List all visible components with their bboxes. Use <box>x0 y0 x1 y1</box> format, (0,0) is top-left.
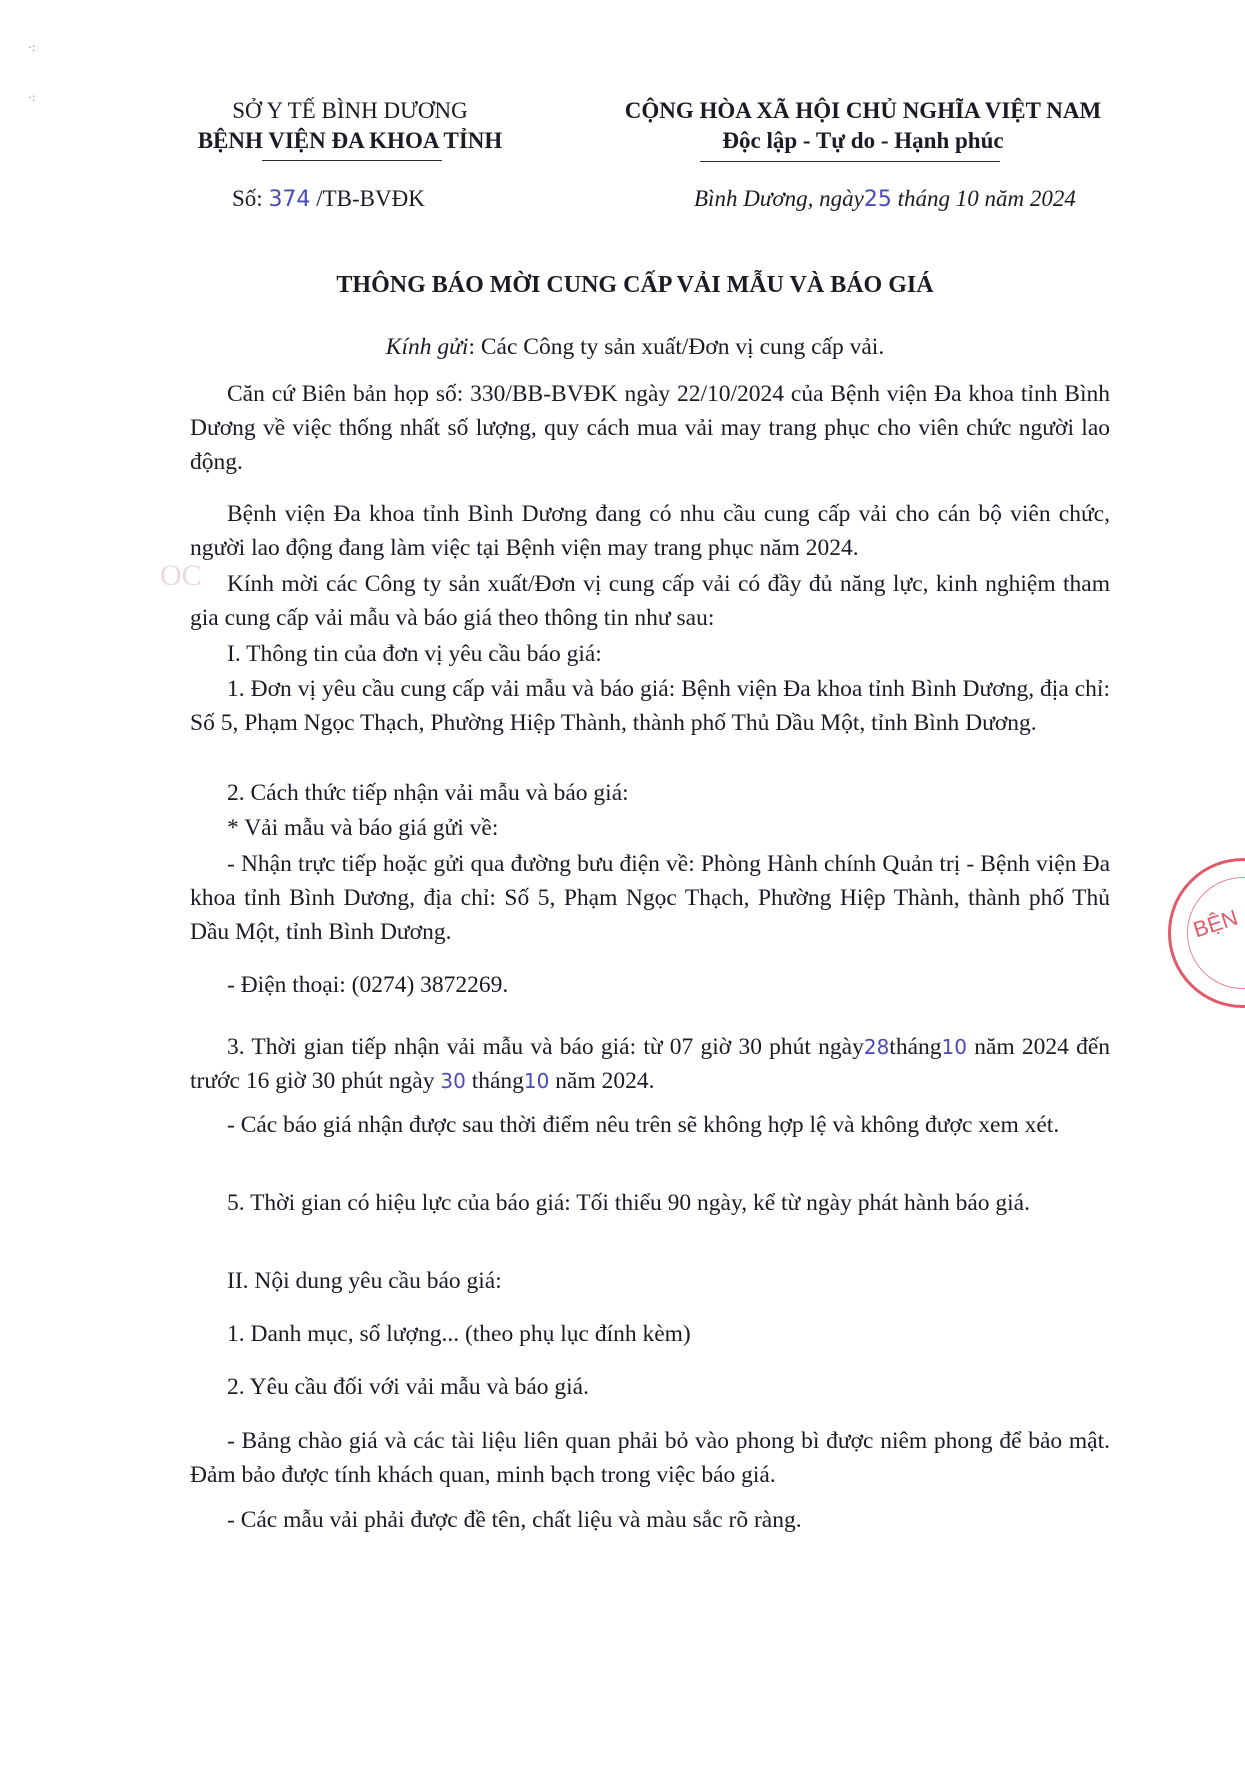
paragraph-legal-basis: Căn cứ Biên bản họp số: 330/BB-BVĐK ngày 22/10/2024 của Bệnh viện Đa khoa tỉnh Bình Dương về việc thống nhất số lượng, quy cách mua vải may trang phục cho viên chức người lao động. <box>190 381 1110 475</box>
scan-mark: ·: <box>28 40 36 54</box>
document-title: THÔNG BÁO MỜI CUNG CẤP VẢI MẪU VÀ BÁO GIÁ <box>336 272 934 298</box>
handwritten-day: 25 <box>863 187 892 212</box>
nation-name: CỘNG HÒA XÃ HỘI CHỦ NGHĨA VIỆT NAM <box>624 98 1102 123</box>
section-1-heading: I. Thông tin của đơn vị yêu cầu báo giá: <box>227 641 602 667</box>
paragraph-sealed-envelope: - Bảng chào giá và các tài liệu liên quan phải bỏ vào phong bì được niêm phong để bảo mật. Đảm bảo được tính khách quan, minh bạch trong việc báo giá. <box>190 1428 1110 1488</box>
handwritten-number: 374 <box>268 187 311 212</box>
nation-motto: Độc lập - Tự do - Hạnh phúc <box>722 128 1004 153</box>
hospital-stamp: BỆN <box>1168 858 1245 1008</box>
document-number: Số: 374 /TB-BVĐK <box>232 186 425 212</box>
paragraph-requirements: 2. Yêu cầu đối với vải mẫu và báo giá. <box>227 1374 589 1400</box>
handwritten-month-end: 10 <box>523 1069 550 1093</box>
svg-text:OC: OC <box>160 559 202 592</box>
salutation: Kính gửi: Các Công ty sản xuất/Đơn vị cung cấp vải. <box>385 334 885 360</box>
agency-name: SỞ Y TẾ BÌNH DƯƠNG <box>232 98 468 123</box>
paragraph-catalog: 1. Danh mục, số lượng... (theo phụ lục đính kèm) <box>227 1321 691 1347</box>
paragraph-receiving-method: 2. Cách thức tiếp nhận vải mẫu và báo giá: <box>227 780 629 806</box>
motto-underline <box>700 161 1000 162</box>
paragraph-receiving-time: 3. Thời gian tiếp nhận vải mẫu và báo giá: từ 07 giờ 30 phút ngày28tháng10 năm 2024 đến trước 16 giờ 30 phút ngày 30 tháng10 năm 2024. <box>190 1034 1111 1094</box>
paragraph-need: Bệnh viện Đa khoa tỉnh Bình Dương đang có nhu cầu cung cấp vải cho cán bộ viên chức, người lao động đang làm việc tại Bệnh viện may trang phục năm 2024. <box>190 501 1110 561</box>
paragraph-requesting-unit: 1. Đơn vị yêu cầu cung cấp vải mẫu và báo giá: Bệnh viện Đa khoa tỉnh Bình Dương, địa chỉ: Số 5, Phạm Ngọc Thạch, Phường Hiệp Thành, thành phố Thủ Dầu Một, tỉnh Bình Dương. <box>190 676 1110 736</box>
scan-mark: ·: <box>28 90 36 104</box>
section-2-heading: II. Nội dung yêu cầu báo giá: <box>227 1268 502 1294</box>
paragraph-invalid-notice: - Các báo giá nhận được sau thời điểm nêu trên sẽ không hợp lệ và không được xem xét. <box>227 1112 1060 1138</box>
hospital-underline <box>262 160 442 161</box>
paragraph-fabric-labeling: - Các mẫu vải phải được đề tên, chất liệu và màu sắc rõ ràng. <box>227 1507 802 1533</box>
paragraph-send-to: * Vải mẫu và báo giá gửi về: <box>227 815 499 841</box>
handwritten-day-end: 30 <box>440 1069 466 1093</box>
document-date: Bình Dương, ngày25 tháng 10 năm 2024 <box>694 186 1076 212</box>
handwritten-day-start: 28 <box>863 1035 890 1059</box>
paragraph-address: - Nhận trực tiếp hoặc gửi qua đường bưu điện về: Phòng Hành chính Quản trị - Bệnh viện Đa khoa tỉnh Bình Dương, địa chỉ: Số 5, Phạm Ngọc Thạch, Phường Hiệp Thành, thành phố Thủ Dầu Một, tỉnh Bình Dương. <box>190 851 1110 945</box>
paragraph-validity: 5. Thời gian có hiệu lực của báo giá: Tối thiểu 90 ngày, kể từ ngày phát hành báo giá. <box>227 1190 1030 1216</box>
paragraph-phone: - Điện thoại: (0274) 3872269. <box>227 972 509 998</box>
paragraph-invitation: Kính mời các Công ty sản xuất/Đơn vị cung cấp vải có đầy đủ năng lực, kinh nghiệm tham gia cung cấp vải mẫu và báo giá theo thông tin như sau: <box>190 571 1110 631</box>
hospital-name: BỆNH VIỆN ĐA KHOA TỈNH <box>197 128 503 153</box>
handwritten-month-start: 10 <box>941 1035 967 1059</box>
